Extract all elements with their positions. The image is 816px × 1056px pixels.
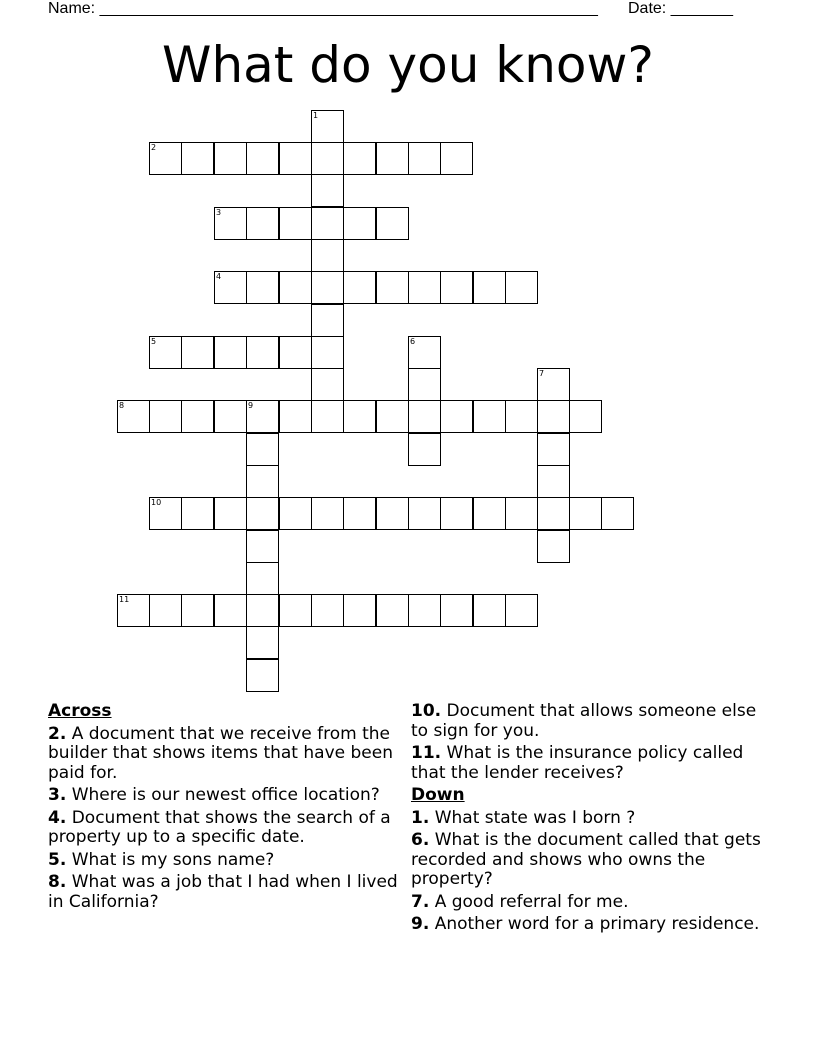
crossword-cell[interactable] bbox=[246, 465, 279, 498]
clue-number: 10. bbox=[411, 701, 442, 721]
clue-number: 2 bbox=[151, 143, 157, 152]
crossword-cell[interactable] bbox=[214, 271, 247, 304]
crossword-cell[interactable] bbox=[181, 497, 214, 530]
clues-column-right bbox=[411, 702, 771, 938]
down-heading: Down bbox=[411, 785, 465, 805]
crossword-cell[interactable] bbox=[408, 271, 441, 304]
crossword-cell[interactable] bbox=[311, 207, 344, 240]
clue-text: A good referral for me. bbox=[434, 891, 629, 912]
crossword-cell[interactable] bbox=[343, 400, 376, 433]
crossword-cell[interactable] bbox=[246, 497, 279, 530]
crossword-cell[interactable] bbox=[537, 368, 570, 401]
clue-text: A document that we receive from the builder that shows items that have been paid for. bbox=[48, 723, 393, 783]
crossword-cell[interactable] bbox=[279, 271, 312, 304]
crossword-cell[interactable] bbox=[440, 400, 473, 433]
crossword-cell[interactable] bbox=[246, 626, 279, 659]
crossword-cell[interactable] bbox=[181, 336, 214, 369]
across-heading: Across bbox=[48, 701, 112, 721]
crossword-cell[interactable] bbox=[537, 465, 570, 498]
crossword-cell[interactable] bbox=[537, 400, 570, 433]
clue-down-6 bbox=[411, 831, 771, 890]
crossword-cell[interactable] bbox=[149, 336, 182, 369]
crossword-cell[interactable] bbox=[473, 271, 506, 304]
crossword-cell[interactable] bbox=[505, 271, 538, 304]
crossword-cell[interactable] bbox=[537, 497, 570, 530]
crossword-cell[interactable] bbox=[311, 336, 344, 369]
crossword-cell[interactable] bbox=[311, 110, 344, 143]
clue-number: 6. bbox=[411, 830, 430, 850]
crossword-cell[interactable] bbox=[505, 497, 538, 530]
clue-down-1 bbox=[411, 809, 771, 829]
crossword-cell[interactable] bbox=[279, 207, 312, 240]
clue-number: 6 bbox=[410, 337, 416, 346]
crossword-cell[interactable] bbox=[246, 271, 279, 304]
crossword-cell[interactable] bbox=[149, 594, 182, 627]
clue-across-8 bbox=[48, 873, 398, 912]
crossword-cell[interactable] bbox=[311, 400, 344, 433]
clue-text: What is the insurance policy called that the lender receives? bbox=[411, 743, 744, 783]
crossword-cell[interactable] bbox=[246, 659, 279, 692]
crossword-cell[interactable] bbox=[408, 594, 441, 627]
crossword-cell[interactable] bbox=[279, 497, 312, 530]
crossword-cell[interactable] bbox=[440, 271, 473, 304]
crossword-cell[interactable] bbox=[214, 594, 247, 627]
crossword-cell[interactable] bbox=[279, 336, 312, 369]
crossword-cell[interactable] bbox=[376, 207, 409, 240]
clue-across-5 bbox=[48, 851, 398, 871]
crossword-cell[interactable] bbox=[181, 594, 214, 627]
crossword-cell[interactable] bbox=[569, 400, 602, 433]
crossword-cell[interactable] bbox=[537, 433, 570, 466]
clue-down-7 bbox=[411, 893, 771, 913]
crossword-cell[interactable] bbox=[311, 239, 344, 272]
crossword-cell[interactable] bbox=[440, 497, 473, 530]
crossword-cell[interactable] bbox=[311, 304, 344, 337]
clue-number: 10 bbox=[151, 498, 162, 507]
date-field[interactable]: Date: _______ bbox=[628, 0, 733, 17]
clue-number: 2. bbox=[48, 723, 67, 744]
crossword-cell[interactable] bbox=[149, 497, 182, 530]
crossword-cell[interactable] bbox=[246, 594, 279, 627]
crossword-cell[interactable] bbox=[149, 400, 182, 433]
crossword-cell[interactable] bbox=[181, 400, 214, 433]
crossword-cell[interactable] bbox=[376, 497, 409, 530]
crossword-cell[interactable] bbox=[440, 594, 473, 627]
crossword-cell[interactable] bbox=[181, 142, 214, 175]
crossword-cell[interactable] bbox=[279, 594, 312, 627]
crossword-cell[interactable] bbox=[473, 497, 506, 530]
clue-text: What state was I born ? bbox=[434, 807, 636, 828]
crossword-cell[interactable] bbox=[569, 497, 602, 530]
crossword-cell[interactable] bbox=[505, 594, 538, 627]
crossword-cell[interactable] bbox=[311, 368, 344, 401]
crossword-cell[interactable] bbox=[311, 174, 344, 207]
clue-number: 11. bbox=[411, 743, 442, 763]
clue-number: 1. bbox=[411, 807, 430, 828]
crossword-cell[interactable] bbox=[343, 142, 376, 175]
clue-number: 5. bbox=[48, 849, 67, 870]
clue-text: Document that allows someone else to sign for you. bbox=[411, 701, 757, 741]
clue-number: 9 bbox=[248, 401, 254, 410]
clue-number: 9. bbox=[411, 914, 430, 934]
crossword-cell[interactable] bbox=[279, 400, 312, 433]
crossword-cell[interactable] bbox=[214, 497, 247, 530]
crossword-cell[interactable] bbox=[408, 142, 441, 175]
crossword-cell[interactable] bbox=[246, 400, 279, 433]
clue-text: Document that shows the search of a property up to a specific date. bbox=[48, 807, 391, 847]
crossword-cell[interactable] bbox=[214, 207, 247, 240]
crossword-cell[interactable] bbox=[408, 433, 441, 466]
clue-number: 7 bbox=[539, 369, 545, 378]
clue-across-2 bbox=[48, 725, 398, 784]
clue-number: 5 bbox=[151, 337, 157, 346]
crossword-cell[interactable] bbox=[246, 207, 279, 240]
crossword-cell[interactable] bbox=[408, 400, 441, 433]
crossword-cell[interactable] bbox=[117, 400, 150, 433]
crossword-cell[interactable] bbox=[246, 433, 279, 466]
crossword-cell[interactable] bbox=[376, 594, 409, 627]
clue-number: 11 bbox=[119, 595, 130, 604]
clue-across-3 bbox=[48, 786, 398, 806]
crossword-cell[interactable] bbox=[408, 336, 441, 369]
clue-number: 3 bbox=[216, 208, 222, 217]
clue-number: 4 bbox=[216, 272, 222, 281]
crossword-cell[interactable] bbox=[376, 271, 409, 304]
crossword-cell[interactable] bbox=[246, 562, 279, 595]
crossword-cell[interactable] bbox=[376, 142, 409, 175]
page-title: What do you know? bbox=[162, 36, 654, 94]
crossword-cell[interactable] bbox=[343, 594, 376, 627]
clue-text: What was a job that I had when I lived in California? bbox=[48, 872, 398, 912]
clue-across-10 bbox=[411, 702, 771, 741]
crossword-cell[interactable] bbox=[408, 497, 441, 530]
name-field[interactable]: Name: ________________________________________________________ bbox=[48, 0, 598, 17]
clue-text: What is my sons name? bbox=[71, 849, 275, 870]
clues-column-left bbox=[48, 702, 398, 915]
clue-number: 8. bbox=[48, 872, 67, 892]
clue-across-11 bbox=[411, 744, 771, 783]
crossword-cell[interactable] bbox=[343, 497, 376, 530]
crossword-cell[interactable] bbox=[505, 400, 538, 433]
clue-text: Where is our newest office location? bbox=[71, 785, 380, 805]
crossword-cell[interactable] bbox=[246, 336, 279, 369]
clue-number: 4. bbox=[48, 807, 67, 828]
crossword-cell[interactable] bbox=[440, 142, 473, 175]
crossword-cell[interactable] bbox=[214, 336, 247, 369]
crossword-cell[interactable] bbox=[311, 271, 344, 304]
clue-number: 8 bbox=[119, 401, 125, 410]
clue-across-4 bbox=[48, 809, 398, 848]
crossword-cell[interactable] bbox=[149, 142, 182, 175]
crossword-cell[interactable] bbox=[246, 530, 279, 563]
clue-text: Another word for a primary residence. bbox=[434, 914, 760, 934]
crossword-cell[interactable] bbox=[214, 142, 247, 175]
crossword-cell[interactable] bbox=[246, 142, 279, 175]
crossword-cell[interactable] bbox=[311, 142, 344, 175]
crossword-cell[interactable] bbox=[279, 142, 312, 175]
clue-number: 1 bbox=[313, 111, 319, 120]
crossword-cell[interactable] bbox=[311, 497, 344, 530]
crossword-cell[interactable] bbox=[343, 207, 376, 240]
crossword-cell[interactable] bbox=[473, 594, 506, 627]
crossword-cell[interactable] bbox=[376, 400, 409, 433]
clue-down-9 bbox=[411, 915, 771, 935]
crossword-cell[interactable] bbox=[537, 530, 570, 563]
crossword-cell[interactable] bbox=[473, 400, 506, 433]
clue-text: What is the document called that gets recorded and shows who owns the property? bbox=[411, 830, 761, 889]
crossword-cell[interactable] bbox=[214, 400, 247, 433]
clue-number: 7. bbox=[411, 891, 430, 912]
crossword-cell[interactable] bbox=[311, 594, 344, 627]
crossword-cell[interactable] bbox=[408, 368, 441, 401]
clue-number: 3. bbox=[48, 785, 67, 805]
crossword-cell[interactable] bbox=[343, 271, 376, 304]
crossword-cell[interactable] bbox=[117, 594, 150, 627]
crossword-cell[interactable] bbox=[601, 497, 634, 530]
